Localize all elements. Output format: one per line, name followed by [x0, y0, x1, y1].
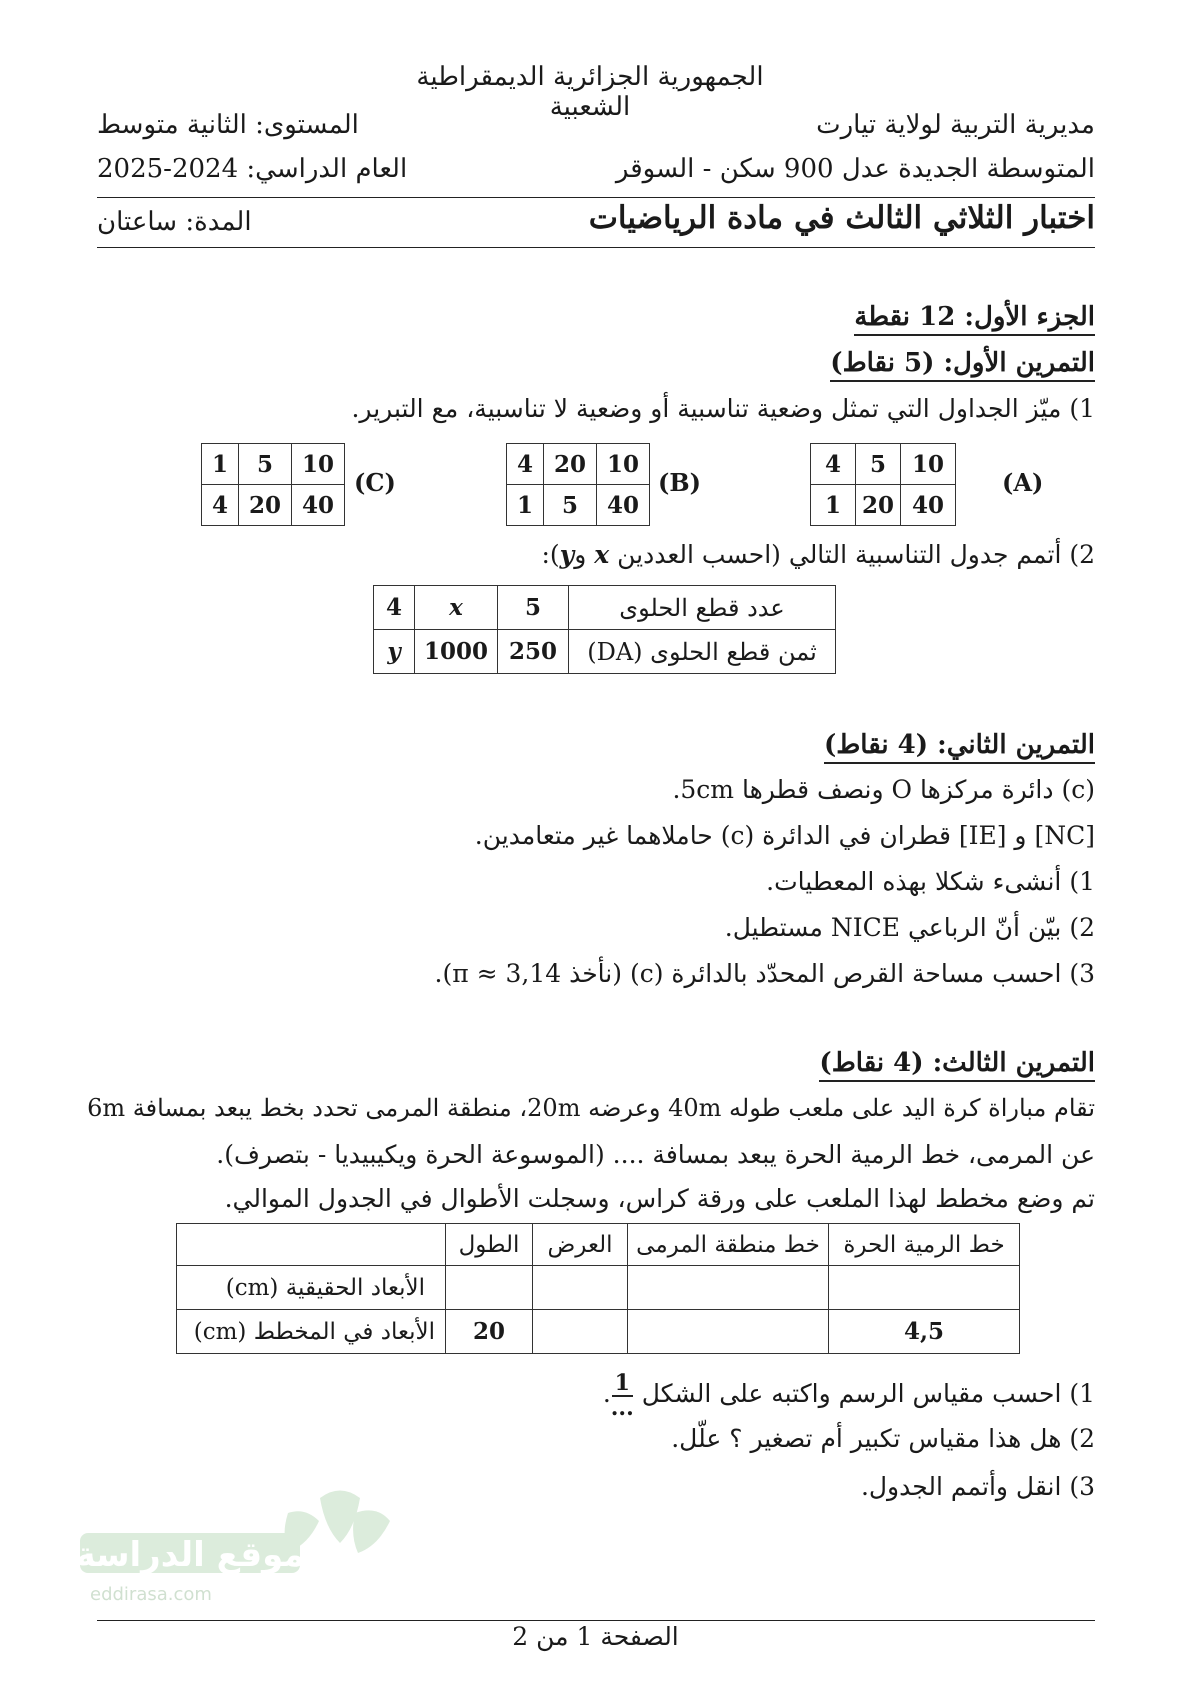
table-c-cell: 4 [202, 485, 239, 526]
ex2-question-3: 3) احسب مساحة القرص المحدّد بالدائرة (c) (نأخذ π ≈ 3,14). [434, 959, 1095, 988]
prop-row2-label: ثمن قطع الحلوى (DA) [569, 630, 836, 674]
scale-header-goal-area: خط منطقة المرمى [628, 1224, 829, 1266]
ex3-question-1: 1) احسب مقياس الرسم واكتبه على الشكل $\frac{1}{...}$ . [602, 1370, 1095, 1421]
exam-title: اختبار الثلاثي الثالث في مادة الرياضيات [588, 200, 1095, 236]
ex3-paragraph-3: تم وضع مخطط لهذا الملعب على ورقة كراس، وسجلت الأطوال في الجدول الموالي. [224, 1184, 1095, 1213]
q2-var-y: y [559, 540, 575, 569]
table-b-cell: 1 [507, 485, 544, 526]
table-c-cell: 10 [292, 444, 345, 485]
table-a-label: (A) [1002, 468, 1044, 497]
scale-cell [533, 1310, 628, 1354]
scale-header-length: الطول [446, 1224, 533, 1266]
ex2-question-1: 1) أنشىء شكلا بهذه المعطيات. [766, 867, 1095, 896]
page-number: الصفحة 1 من 2 [512, 1622, 679, 1651]
q2-suffix: ): [541, 540, 560, 569]
table-a-cell: 40 [901, 485, 956, 526]
logo-latin-text: eddirasa.com [90, 1584, 212, 1605]
ex2-line-2: [NC] و [IE] قطران في الدائرة (c) حاملاهما غير متعامدين. [474, 821, 1095, 850]
duration: المدة: ساعتان [97, 207, 252, 237]
ex2-line-1: (c) دائرة مركزها O ونصف قطرها 5cm. [672, 775, 1095, 804]
republic-title: الجمهورية الجزائرية الديمقراطية الشعبية [416, 62, 764, 122]
scale-row-plan-label: الأبعاد في المخطط (cm) [177, 1310, 446, 1354]
prop-cell: x [415, 586, 498, 630]
scale-header-freethrow: خط الرمية الحرة [829, 1224, 1020, 1266]
prop-cell: 1000 [415, 630, 498, 674]
table-a-cell: 4 [811, 444, 856, 485]
level: المستوى: الثانية متوسط [97, 110, 359, 140]
part1-title: الجزء الأول: 12 نقطة [854, 302, 1095, 336]
scale-cell [628, 1310, 829, 1354]
table-b-cell: 10 [597, 444, 650, 485]
school-name: المتوسطة الجديدة عدل 900 سكن - السوقر [615, 154, 1095, 184]
prop-row1-label: عدد قطع الحلوى [569, 586, 836, 630]
school-year: العام الدراسي: 2024-2025 [97, 154, 408, 184]
scale-header-empty [177, 1224, 446, 1266]
header-rule-bottom [97, 247, 1095, 248]
scale-cell [446, 1266, 533, 1310]
proportionality-table [373, 585, 836, 674]
scale-fraction [611, 1372, 634, 1419]
table-c-cell: 20 [239, 485, 292, 526]
ex1-title: التمرين الأول: (5 نقاط) [830, 348, 1095, 382]
scale-cell [829, 1266, 1020, 1310]
table-a-cell: 20 [856, 485, 901, 526]
prop-cell: 250 [498, 630, 569, 674]
directorate: مديرية التربية لولاية تيارت [816, 110, 1095, 140]
ex3-question-2: 2) هل هذا مقياس تكبير أم تصغير ؟ علّل. [671, 1424, 1095, 1453]
table-b [506, 443, 650, 526]
ex3-paragraph-2: عن المرمى، خط الرمية الحرة يبعد بمسافة .... (الموسوعة الحرة ويكيبيديا - بتصرف). [216, 1140, 1095, 1169]
scale-header-width: العرض [533, 1224, 628, 1266]
fraction-denominator: ... [610, 1395, 634, 1421]
prop-cell: y [374, 630, 415, 674]
scale-cell [533, 1266, 628, 1310]
table-c-cell: 1 [202, 444, 239, 485]
scale-cell: 20 [446, 1310, 533, 1354]
table-b-cell: 5 [544, 485, 597, 526]
q2-and: و [574, 540, 595, 569]
scale-table [176, 1223, 1020, 1354]
scale-cell [628, 1266, 829, 1310]
table-b-cell: 20 [544, 444, 597, 485]
table-c [201, 443, 345, 526]
scale-row-real-label: الأبعاد الحقيقية (cm) [177, 1266, 446, 1310]
table-c-cell: 5 [239, 444, 292, 485]
ex1-question-1: 1) ميّز الجداول التي تمثل وضعية تناسبية أو وضعية لا تناسبية، مع التبرير. [351, 394, 1095, 423]
ex2-question-2: 2) بيّن أنّ الرباعي NICE مستطيل. [724, 913, 1095, 942]
logo-arabic-text: موقع الدراسة [75, 1535, 305, 1575]
table-c-label: (C) [354, 468, 396, 497]
prop-cell: 5 [498, 586, 569, 630]
table-b-label: (B) [658, 468, 701, 497]
table-a-cell: 5 [856, 444, 901, 485]
prop-cell: 4 [374, 586, 415, 630]
ex1-question-2 [541, 540, 1095, 570]
ex3-q1-text: 1) احسب مقياس الرسم واكتبه على الشكل [641, 1379, 1095, 1408]
ex3-paragraph-1: تقام مباراة كرة اليد على ملعب طوله 40m وعرضه 20m، منطقة المرمى تحدد بخط يبعد بمسافة 6m [87, 1094, 1095, 1122]
ex3-title: التمرين الثالث: (4 نقاط) [819, 1048, 1095, 1082]
table-a [810, 443, 956, 526]
ex3-question-3: 3) انقل وأتمم الجدول. [860, 1472, 1095, 1501]
scale-cell: 4,5 [829, 1310, 1020, 1354]
eddirasa-logo [70, 1478, 400, 1608]
table-a-cell: 1 [811, 485, 856, 526]
table-b-cell: 4 [507, 444, 544, 485]
q2-var-x: x [594, 540, 610, 569]
header-rule-top [97, 197, 1095, 198]
footer-rule [97, 1620, 1095, 1621]
table-a-cell: 10 [901, 444, 956, 485]
fraction-numerator: 1 [612, 1372, 633, 1397]
table-c-cell: 40 [292, 485, 345, 526]
q2-text: 2) أتمم جدول التناسبية التالي (احسب العددين [609, 540, 1095, 569]
table-b-cell: 40 [597, 485, 650, 526]
ex2-title: التمرين الثاني: (4 نقاط) [824, 730, 1095, 764]
